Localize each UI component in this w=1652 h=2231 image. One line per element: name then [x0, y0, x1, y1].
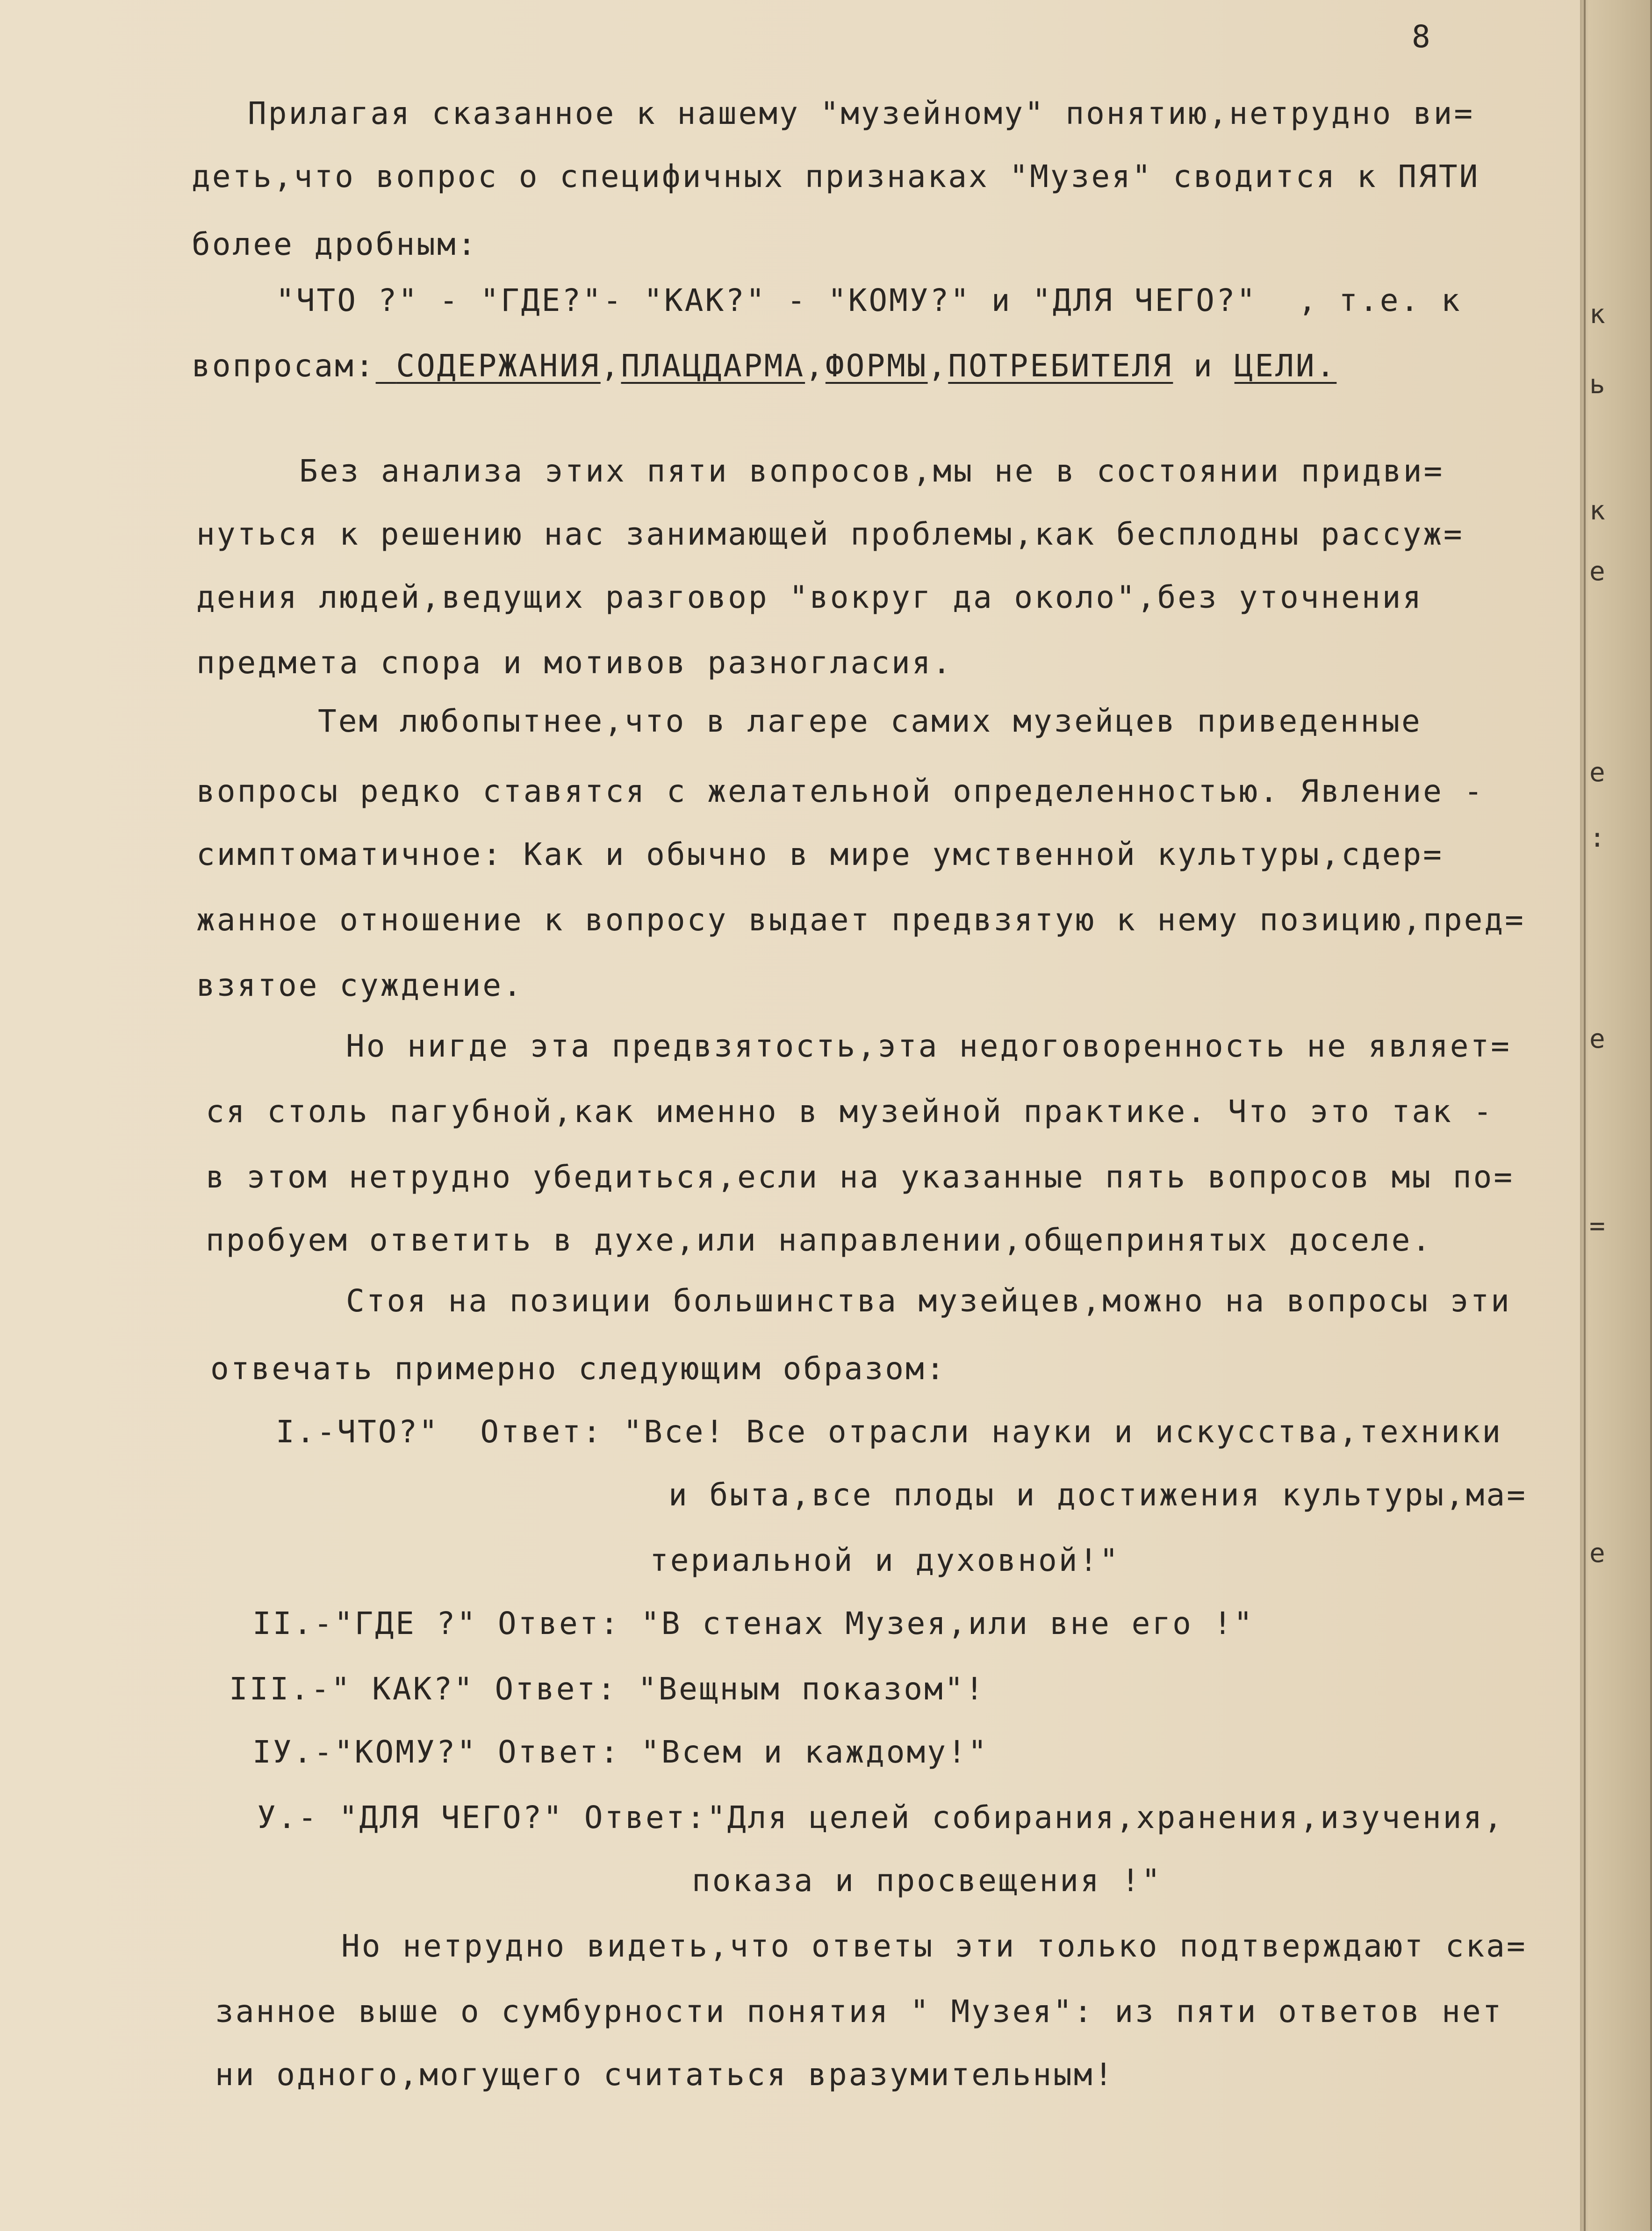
page-number: 8 — [1412, 19, 1430, 55]
text-line: предмета спора и мотивов разногласия. — [196, 645, 953, 681]
term-consumer: ПОТРЕБИТЕЛЯ — [948, 348, 1173, 384]
margin-char: = — [1589, 1211, 1605, 1241]
margin-char: к — [1589, 299, 1605, 330]
text-line: Но нетрудно видеть,что ответы эти только подтверждают ска= — [341, 1928, 1527, 1964]
answer-line: I.-ЧТО?" Ответ: "Все! Все отрасли науки и искусства,техники — [276, 1414, 1503, 1450]
margin-char: ь — [1589, 369, 1605, 400]
term-content: СОДЕРЖАНИЯ — [396, 348, 601, 384]
page-edge-line — [1584, 0, 1586, 2231]
text-line: Тем любопытнее,что в лагере самих музейцев приведенные — [318, 703, 1422, 739]
text-line: вопросы редко ставятся с желательной определенностью. Явление - — [196, 773, 1485, 809]
answer-line: показа и просвещения !" — [692, 1863, 1162, 1899]
text-line: пробуем ответить в духе,или направлении,общепринятых доселе. — [206, 1222, 1433, 1258]
questions-connector: и — [1193, 348, 1214, 384]
margin-char: е — [1589, 1538, 1605, 1569]
margin-char: к — [1589, 496, 1605, 526]
term-form: ФОРМЫ — [825, 348, 928, 384]
term-goal: ЦЕЛИ. — [1234, 348, 1337, 384]
text-line: жанное отношение к вопросу выдает предвзятую к нему позицию,пред= — [196, 902, 1525, 938]
answer-line: IУ.-"КОМУ?" Ответ: "Всем и каждому!" — [252, 1734, 989, 1770]
answer-line: II.-"ГДЕ ?" Ответ: "В стенах Музея,или вне его !" — [252, 1605, 1255, 1641]
next-page-edge — [1580, 0, 1652, 2231]
text-line: более дробным: — [192, 226, 478, 262]
term-bridgehead: ПЛАЦДАРМА — [621, 348, 805, 384]
margin-char: : — [1589, 823, 1605, 853]
text-line: Без анализа этих пяти вопросов,мы не в состоянии придви= — [299, 453, 1444, 489]
page-edge-line — [1650, 0, 1652, 2231]
text-line: отвечать примерно следующим образом: — [210, 1351, 947, 1387]
answer-line: У.- "ДЛЯ ЧЕГО?" Ответ:"Для целей собирания,хранения,изучения, — [257, 1799, 1504, 1835]
questions-line: вопросам: СОДЕРЖАНИЯ,ПЛАЦДАРМА,ФОРМЫ,ПОТРЕБИТЕЛЯ и ЦЕЛИ. — [192, 348, 1337, 384]
text-line: ся столь пагубной,как именно в музейной практике. Что это так - — [206, 1094, 1494, 1130]
text-line: в этом нетрудно убедиться,если на указанные пять вопросов мы по= — [206, 1159, 1515, 1195]
text-line: Но нигде эта предвзятость,эта недоговоренность не являет= — [346, 1028, 1511, 1064]
text-line: занное выше о сумбурности понятия " Музея": из пяти ответов нет — [215, 1994, 1503, 2029]
margin-char: е — [1589, 757, 1605, 788]
text-line: ни одного,могущего считаться вразумительным! — [215, 2057, 1115, 2093]
questions-prefix: вопросам: — [192, 348, 376, 384]
margin-char: е — [1589, 556, 1605, 587]
margin-char: е — [1589, 1024, 1605, 1054]
answer-line: териальной и духовной!" — [650, 1542, 1120, 1578]
answer-line: III.-" КАК?" Ответ: "Вещным показом"! — [229, 1671, 986, 1707]
text-line: деть,что вопрос о специфичных признаках "Музея" сводится к ПЯТИ — [192, 158, 1480, 194]
text-line: дения людей,ведущих разговор "вокруг да около",без уточнения — [196, 579, 1423, 615]
text-line: Прилагая сказанное к нашему "музейному" понятию,нетрудно ви= — [248, 95, 1475, 131]
text-line: Стоя на позиции большинства музейцев,можно на вопросы эти — [346, 1283, 1511, 1319]
text-line: нуться к решению нас занимающей проблемы,как бесплодны рассуж= — [196, 516, 1464, 552]
answer-line: и быта,все плоды и достижения культуры,ма= — [668, 1477, 1527, 1513]
text-line: "ЧТО ?" - "ГДЕ?"- "КАК?" - "КОМУ?" и "ДЛЯ ЧЕГО?" , т.е. к — [276, 282, 1462, 318]
text-line: взятое суждение. — [196, 967, 524, 1003]
text-line: симптоматичное: Как и обычно в мире умственной культуры,сдер= — [196, 836, 1444, 872]
